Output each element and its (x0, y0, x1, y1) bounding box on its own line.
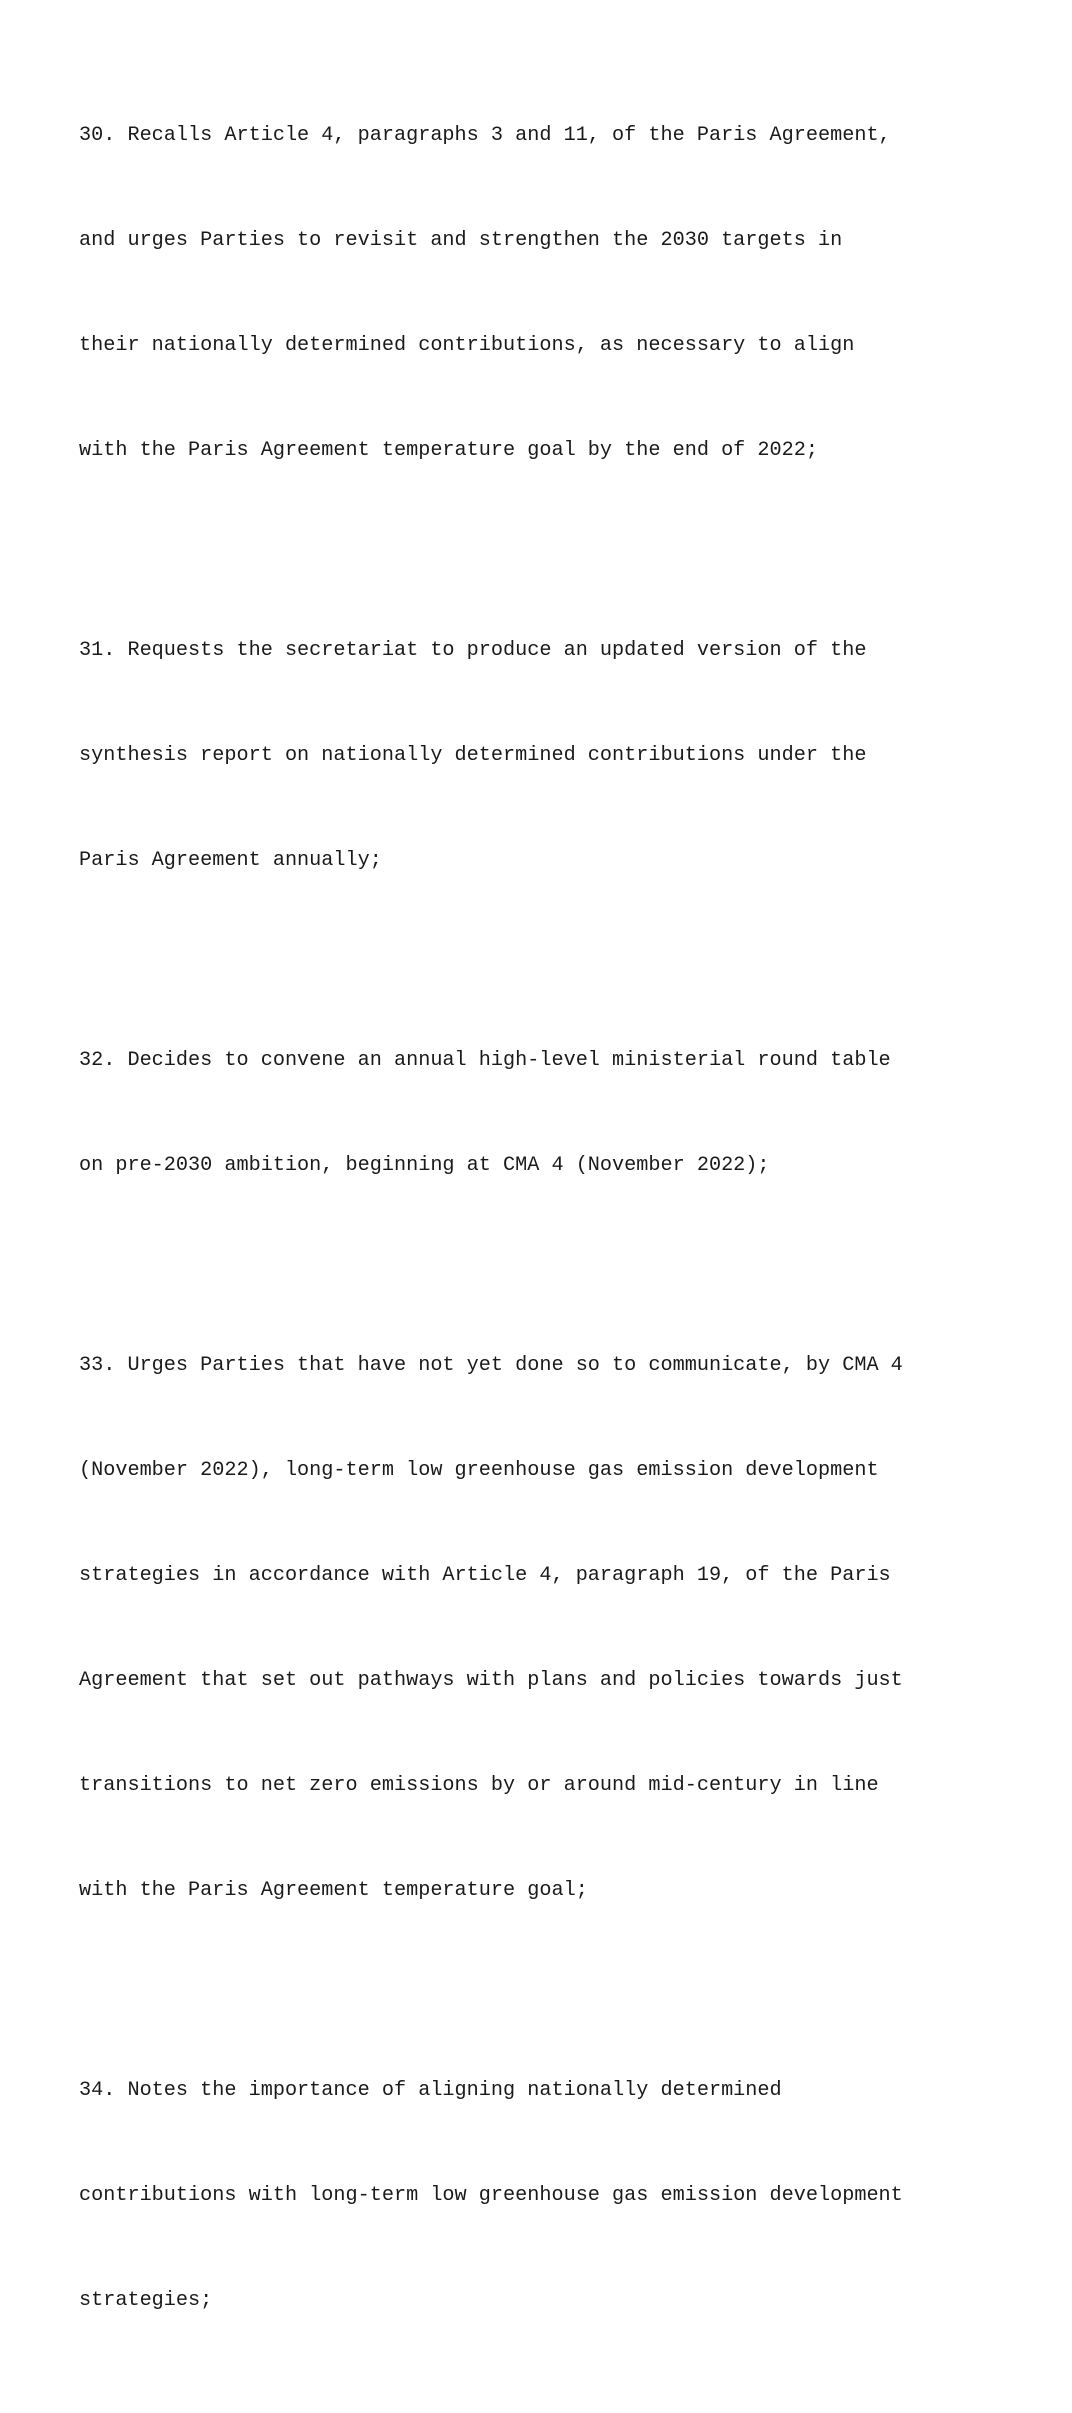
paragraph-30 (79, 48, 1059, 538)
paragraph-line: 31. Requests the secretariat to produce an updated version of the (79, 639, 867, 662)
paragraph-line: Paris Agreement annually; (79, 849, 382, 872)
paragraph-line: 32. Decides to convene an annual high-level ministerial round table (79, 1049, 891, 1072)
paragraph-line: with the Paris Agreement temperature goal by the end of 2022; (79, 439, 818, 462)
paragraph-line: 30. Recalls Article 4, paragraphs 3 and 11, of the Paris Agreement, (79, 124, 891, 147)
paragraph-line: 33. Urges Parties that have not yet done so to communicate, by CMA 4 (79, 1354, 903, 1377)
paragraph-line: transitions to net zero emissions by or around mid-century in line (79, 1774, 879, 1797)
paragraph-line: and urges Parties to revisit and strengthen the 2030 targets in (79, 229, 843, 252)
paragraph-line: (November 2022), long-term low greenhouse gas emission development (79, 1459, 879, 1482)
paragraph-line: on pre-2030 ambition, beginning at CMA 4 (November 2022); (79, 1154, 770, 1177)
paragraph-33 (79, 1278, 1059, 1978)
paragraph-34 (79, 2003, 1059, 2388)
paragraph-31 (79, 563, 1059, 948)
paragraph-line: Agreement that set out pathways with plans and policies towards just (79, 1669, 903, 1692)
paragraph-line: strategies in accordance with Article 4, paragraph 19, of the Paris (79, 1564, 891, 1587)
paragraph-line: strategies; (79, 2289, 213, 2312)
paragraph-line: with the Paris Agreement temperature goal; (79, 1879, 588, 1902)
paragraph-line: contributions with long-term low greenhouse gas emission development (79, 2184, 903, 2207)
document-page (79, 48, 1059, 2413)
paragraph-line: their nationally determined contributions, as necessary to align (79, 334, 855, 357)
paragraph-line: synthesis report on nationally determined contributions under the (79, 744, 867, 767)
paragraph-32 (79, 973, 1059, 1253)
paragraph-line: 34. Notes the importance of aligning nationally determined (79, 2079, 782, 2102)
